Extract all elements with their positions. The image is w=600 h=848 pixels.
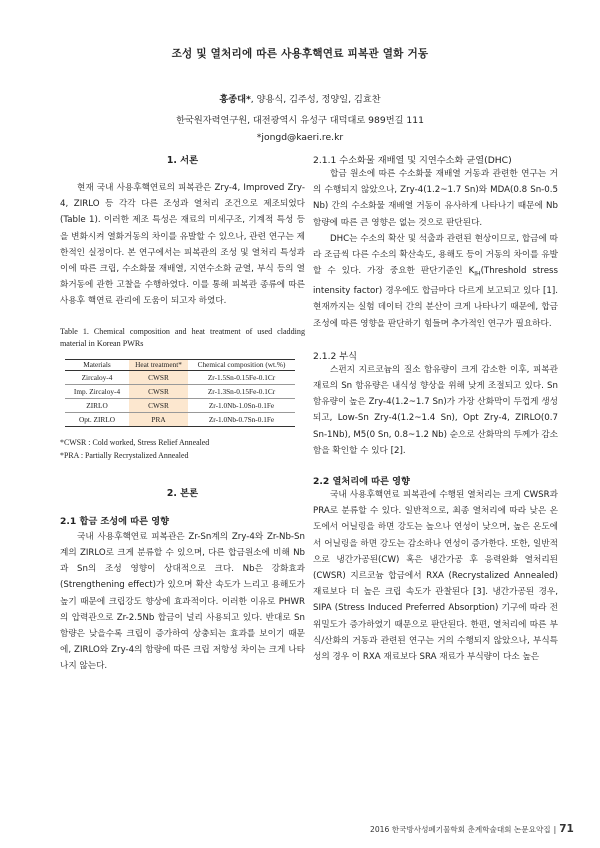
table-header-heat: Heat treatment*	[129, 360, 188, 371]
alloy-paragraph: 국내 사용후핵연료 피복관은 Zr-Sn계의 Zry-4와 Zr-Nb-Sn계의 ZIRLO로 크게 분류할 수 있으며, 다른 합금원소에 비해 Nb과 Sn의 조성 영향이 상대적으로 크다. Nb은 강화효과(Strengthening effect)가 있으며 확산 속도가 느리고 용해도가 높기 때문에 크립강도 향상에 효과적이다. 이러한 이유로 PHWR의 압력관으로 Zr-2.5Nb 합금이 널리 사용되고 있다. 반대로 Sn 함량은 낮을수록 크립이 증가하여 상충되는 효과를 보이기 때문에, ZIRLO와 Zry-4의 함량에 따른 크립 저항성 차이는 크게 나타나지 않는다.	[60, 531, 305, 672]
table-cell: PRA	[129, 413, 188, 427]
table-row	[65, 413, 295, 427]
kih-subscript: IH	[474, 270, 481, 278]
subsection-heading-corrosion: 2.1.2 부식	[313, 350, 358, 362]
table-row	[65, 385, 295, 399]
heat-paragraph: 국내 사용후핵연료 피복관에 수행된 열처리는 크게 CWSR과 PRA로 분류할 수 있다. 일반적으로, 최종 열처리에 따라 낮은 온도에서 어닐링을 하면 강도는 높으나 연성이 낮으며, 높은 온도에서 어닐링을 하면 강도는 감소하나 연성이 증가한다. 또한, 일반적으로 냉간가공된(CW) 혹은 냉간가공 후 응력완화 열처리된(CWSR) 지르코늄 합금에서 RXA (Recrystalized Annealed) 재료보다 더 높은 크립 속도가 관찰된다 [3]. 냉간가공된 경우, SIPA (Stress Induced Preferred Absorption) 기구에 따라 전위밀도가 증가하였기 때문으로 판단된다. 한편, 열처리에 따른 부식/산화의 거동과 관련된 연구는 거의 수행되지 않았으나, 부식특성의 경우 이 RXA 재료보다 SRA 재료가 부식량이 다소 높은	[313, 489, 558, 662]
table-cell: Zr-1.0Nb-0.7Sn-0.1Fe	[188, 413, 295, 427]
affiliation: 한국원자력연구원, 대전광역시 유성구 대덕대로 989번길 111	[176, 115, 424, 126]
email: *jongd@kaeri.re.kr	[256, 132, 344, 143]
paper-header	[0, 46, 600, 143]
table-row	[65, 371, 295, 385]
table-header-materials: Materials	[65, 360, 129, 371]
table-note-cwsr: *CWSR : Cold worked, Stress Relief Annealed	[60, 438, 210, 448]
table-cell: Zircaloy-4	[65, 371, 129, 385]
left-column	[60, 152, 305, 675]
table-cell: CWSR	[129, 385, 188, 399]
table-cell: CWSR	[129, 371, 188, 385]
table-cell: Zr-1.0Nb-1.0Sn-0.1Fe	[188, 399, 295, 413]
dhc-text: DHC는 수소의 확산 및 석출과 관련된 현상이므로, 합금에 따라 조금씩 다른 수소의 확산속도, 용해도 등이 거동의 차이를 유발할 수 있다. 가장 중요한 판단기준인 K	[313, 233, 558, 277]
footer-text: 2016 한국방사성폐기물학회 춘계학술대회 논문요약집	[370, 825, 551, 834]
composition-table	[65, 359, 295, 427]
author-list	[0, 91, 600, 105]
table-row	[65, 399, 295, 413]
table-cell: Zr-1.5Sn-0.15Fe-0.1Cr	[188, 371, 295, 385]
table-cell: Opt. ZIRLO	[65, 413, 129, 427]
table-cell: Imp. Zircaloy-4	[65, 385, 129, 399]
co-authors: , 양용식, 김주성, 정양일, 김효찬	[250, 94, 381, 105]
dhc-text-rest: (Threshold stress intensity factor) 경우에도 합금마다 다르게 보고되고 있다 [1]. 현재까지는 실험 데이터 간의 분산이 크게 나타나기 때문에, 합금 조성에 따른 영향을 판단하기 힘들며 추가적인 연구가 필요하다.	[313, 266, 558, 329]
paper-title: 조성 및 열처리에 따른 사용후핵연료 피복관 열화 거동	[171, 48, 429, 60]
table-note-pra: *PRA : Partially Recrystalized Annealed	[60, 451, 189, 461]
subsection-heading-alloy: 2.1 합금 조성에 따른 영향	[60, 515, 169, 527]
dhc-paragraph-2	[313, 231, 558, 332]
dhc-paragraph-1: 합금 원소에 따른 수소화물 재배열 거동과 관련한 연구는 거의 수행되지 않았으나, Zry-4(1.2~1.7 Sn)와 MDA(0.8 Sn-0.5 Nb) 간의 수소화물 재배열 거동이 유사하게 나타나기 때문에 Nb 함량에 따른 큰 영향은 없는 것으로 판단된다.	[313, 169, 558, 228]
table-cell: ZIRLO	[65, 399, 129, 413]
table-header-composition: Chemical composition (wt.%)	[188, 360, 295, 371]
subsection-heading-heat: 2.2 열처리에 따른 영향	[313, 475, 410, 487]
footer-separator: |	[553, 825, 557, 834]
table-cell: Zr-1.3Sn-0.15Fe-0.1Cr	[188, 385, 295, 399]
page-footer	[370, 823, 574, 835]
corrosion-paragraph: 스펀지 지르코늄의 질소 함유량이 크게 감소한 이후, 피복관 재료의 Sn 함유량은 내식성 향상을 위해 낮게 조절되고 있다. Sn 함유량이 높은 Zry-4(1.2~1.7 Sn)가 가장 산화막이 두껍게 생성되고, Low-Sn Zry-4(1.2~1.4 Sn), Opt Zry-4, ZIRLO(0.7 Sn-1Nb), M5(0 Sn, 0.8~1.2 Nb) 순으로 산화막의 두께가 감소함을 확인할 수 있다 [2].	[313, 364, 558, 456]
section-heading-intro: 1. 서론	[166, 155, 199, 166]
table-caption: Table 1. Chemical composition and heat treatment of used cladding material in Korean PWRs	[60, 326, 305, 349]
page-number: 71	[559, 823, 574, 835]
section-heading-body: 2. 본론	[166, 487, 199, 499]
corresponding-author: 홍종대*	[219, 94, 251, 105]
right-column	[313, 152, 558, 665]
subsection-heading-dhc: 2.1.1 수소화물 재배열 및 지연수소화 균열(DHC)	[313, 155, 512, 166]
intro-paragraph: 현재 국내 사용후핵연료의 피복관은 Zry-4, Improved Zry-4, ZIRLO 등 각각 다른 조성과 열처리 조건으로 제조되었다 (Table 1). 이러한 제조 특성은 재료의 미세구조, 기계적 특성 등을 변화시켜 열화거동의 차이를 유발할 수 있으나, 관련 연구는 제한적인 실정이다. 본 연구에서는 피복관의 조성 및 열처리 특성과 이에 따른 크립, 수소화물 재배열, 지연수소화 균열, 부식 등의 열화거동에 관한 고찰을 수행하였다. 이를 통해 피복관 종류에 따른 사용후 핵연료 관리에 도움이 되고자 하였다.	[60, 183, 305, 307]
table-cell: CWSR	[129, 399, 188, 413]
